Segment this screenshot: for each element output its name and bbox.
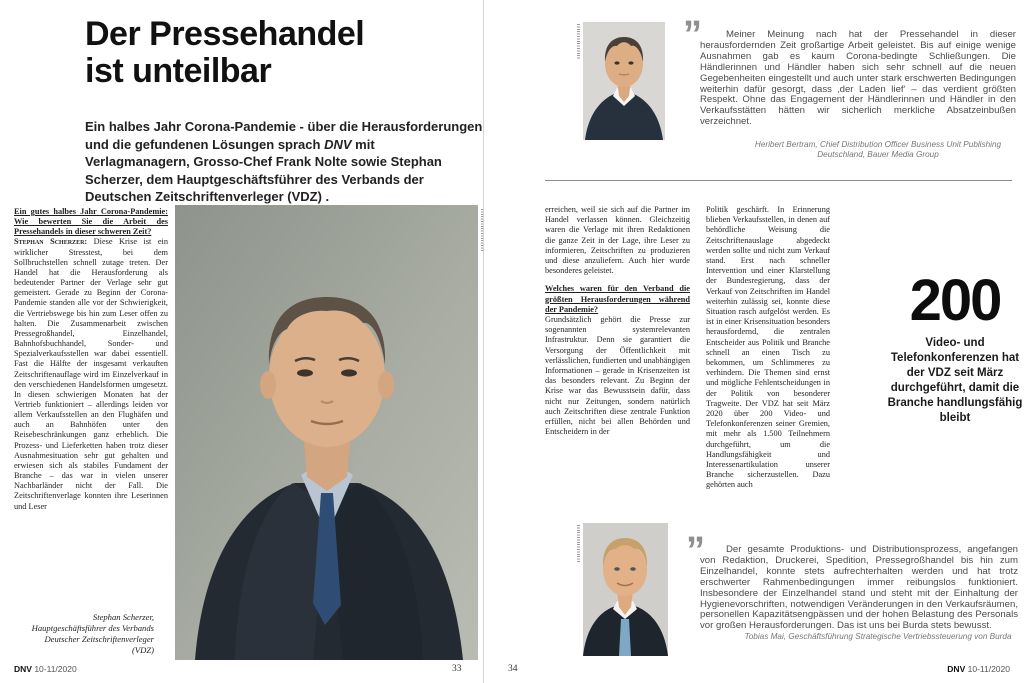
column1-paragraph-2: Grundsätzlich gehört die Presse zur sogenannten systemrelevanten Infrastruktur. Denn sie garantiert die Versorgung der Öffentlichkeit mit verlässlichen, fundierten und unabhängigen Informationen – gerade in Krisenzeiten ist das besonders relevant. Zu Beginn der Krise war das Bewusstsein dafür, dass nicht nur Zeitungen, sondern natürlich auch Zeitschriften diese zentrale Funktion erfüllen, nicht bei allen Behörden und Entscheidern in der bbox=[545, 315, 690, 437]
answer-text: Diese Krise ist ein wirklicher Stresstest, bei dem Sollbruchstellen schnell zutage treten. Der Handel hat die Herausforderung als bedeutender Partner der Verlage sehr gut gemeistert. Gerade zu Beginn der Corona-Pandemie standen alle vor der Schwierigkeit, die Vertriebswege bis hin zum Leser offen zu halten. Die Zusammenarbeit zwischen Pressegroßhandel, Einzelhandel, Bahnhofsbuchhandel, Sonder- und Spezialverkaufsstellen war dabei essentiell. Fast die Hälfte der insgesamt verkauften Zeitschriftenauflage wird im Einzelverkauf in den verschiedenen Handelsformen umgesetzt. In diesen schwierigen Monaten hat der Vertrieb funktioniert – allerdings leiden vor allem Verkaufsstellen an den Flughäfen und auch an Bahnhöfen unter den Reisebeschränkungen ganz erheblich. Die Prozess- und Lieferketten haben trotz dieser Ausnahmesituation sehr gut gehalten und erwiesen sich als stabiles Fundament der Branche – das war in vielen unserer Nachbarländer nicht der Fall. Die Zeitschriftenverlage konnten ihre Leserinnen und Leser bbox=[14, 237, 168, 511]
headshot-bottom-illustration bbox=[583, 523, 668, 656]
photo-credit bbox=[577, 525, 580, 563]
left-footer bbox=[14, 664, 77, 674]
left-body-column bbox=[14, 207, 168, 512]
right-footer bbox=[947, 664, 1010, 674]
portrait-photo-stephan-scherzer bbox=[175, 205, 478, 660]
headline-line-1: Der Pressehandel bbox=[85, 15, 365, 53]
quote-icon: ” bbox=[686, 530, 705, 572]
bottom-quote-text: Der gesamte Produktions- und Distributionsprozess, angefangen von Redaktion, Druckerei, Spedition, Pressegroßhandel bis hin zum Einzelhandel, konnte stets aufrechterhalten werden und hat trotz erschwerter Rahmenbedingungen immer reibungslos funktioniert. Insbesondere der Einzelhandel stand und steht mit der Einhaltung der Hygienevorschriften, notwendigen Veränderungen in den Verkaufsräumen, personellen Kapazitätsengpässen und der hohen Belastung des Personals vor großen Herausforderungen. Das ist uns bei Burda stets bewusst. bbox=[700, 544, 1018, 632]
page-number-33: 33 bbox=[452, 664, 462, 674]
bottom-quote-attribution: Tobias Mai, Geschäftsführung Strategische Vertriebssteuerung von Burda bbox=[744, 632, 1012, 641]
headline-line-2: ist unteilbar bbox=[85, 52, 272, 90]
column2-paragraph: Politik geschärft. In Erinnerung blieben Verkaufsstellen, in denen auf behördliche Weisung die Zeitschriftenauslage abgedeckt werden sollte und nicht zum Verkauf stand. Erst nach schneller Intervention und einer Klarstellung der Bundesregierung, dass der Verkauf von Zeitschriften im Handel weiterhin zulässig sei, konnte diese Situation rasch aufgelöst werden. Es ist in einer Krisensituation besonders herausfordernd, die zentralen Entscheider aus Politik und Branche schnell an einen Tisch zu bekommen, um Schlimmeres zu verhindern. Die Themen sind ernst und mögliche Fehlentscheidungen in der Politik von besonderer Tragweite. Der VDZ hat seit März 2020 über 200 Video- und Telefonkonferenzen seiner Gremien, mit mehr als 1.500 Teilnehmern durchgeführt, um die Handlungsfähigkeit und Interessenartikulation unserer Branche sicherzustellen. Dazu gehörten auch bbox=[706, 205, 830, 490]
column1-paragraph-1: erreichen, weil sie sich auf die Partner im Handel verlassen können. Gleichzeitig waren die Verlage mit ihren Redaktionen die ganze Zeit in der Lage, ihre Leser zu informieren, Zeitschriften zu produzieren und diese anzuliefern. Auch hier wurde besonderes geleistet. bbox=[545, 205, 690, 276]
stat-number: 200 bbox=[909, 268, 1001, 333]
photo-credit bbox=[577, 24, 580, 60]
section-divider-rule bbox=[545, 180, 1012, 181]
footer-brand: DNV bbox=[14, 664, 32, 674]
right-column-2 bbox=[706, 205, 830, 491]
speaker-name: Stephan Scherzer: bbox=[14, 237, 88, 247]
page-number-34: 34 bbox=[508, 664, 518, 674]
footer-issue: 10-11/2020 bbox=[965, 664, 1010, 674]
portrait-caption: Stephan Scherzer, Hauptgeschäftsführer des Verbands Deutscher Zeitschriftenverleger (VDZ) bbox=[31, 612, 154, 655]
intro-text-post: mit Verlagmanagern, Grosso-Chef Frank Nolte sowie Stephan Scherzer, dem Hauptgeschäftsführer des Verbands der Deutschen Zeitschriftenverleger (VDZ) . bbox=[85, 136, 442, 204]
article-headline bbox=[85, 16, 485, 90]
interview-question-1: Ein gutes halbes Jahr Corona-Pandemie: Wie bewerten Sie die Arbeit des Pressehandels in dieser schweren Zeit? bbox=[14, 207, 168, 237]
footer-brand: DNV bbox=[947, 664, 966, 674]
top-quote-text: Meiner Meinung nach hat der Pressehandel in dieser herausfordernden Zeit großartige Arbeit geleistet. Bis auf einige wenige Ausnahmen gab es kaum Corona-bedingte Schließungen. Die Händlerinnen und Händler haben sich sehr schnell auf die neuen Gegebenheiten eingestellt und auch unter stark erschwerten Bedingungen weiterhin dafür gesorgt, dass ‚der Laden lief‘ – das verdient größten Respekt. Ohne das Engagement der Händlerinnen und Händler in den Verkaufsstätten hätten wir sicherlich merkliche Absatzeinbußen verzeichnet. bbox=[700, 29, 1016, 128]
headshot-heribert-bertram bbox=[583, 22, 665, 140]
article-intro bbox=[85, 118, 483, 206]
intro-text-pre: Ein halbes Jahr Corona-Pandemie - über die Herausforderungen und die gefundenen Lösungen sprach bbox=[85, 119, 483, 152]
interview-answer-1 bbox=[14, 237, 168, 511]
top-quote-attribution: Heribert Bertram, Chief Distribution Officer Business Unit Publishing Deutschland, Bauer Media Group bbox=[754, 140, 1002, 159]
page-gutter-divider bbox=[483, 0, 484, 683]
interview-question-2: Welches waren für den Verband die größten Herausforderungen während der Pandemie? bbox=[545, 284, 690, 314]
right-column-1 bbox=[545, 205, 690, 437]
headshot-top-illustration bbox=[583, 22, 665, 140]
stat-caption: Video- und Telefonkonferenzen hat der VDZ seit März durchgeführt, damit die Branche handlungsfähig bleibt bbox=[887, 337, 1023, 424]
stat-block bbox=[886, 268, 1024, 426]
headshot-tobias-mai bbox=[583, 523, 668, 656]
footer-issue: 10-11/2020 bbox=[31, 664, 77, 674]
portrait-illustration bbox=[175, 205, 478, 660]
intro-magazine-name: DNV bbox=[324, 136, 352, 152]
quote-icon: ” bbox=[683, 14, 702, 56]
